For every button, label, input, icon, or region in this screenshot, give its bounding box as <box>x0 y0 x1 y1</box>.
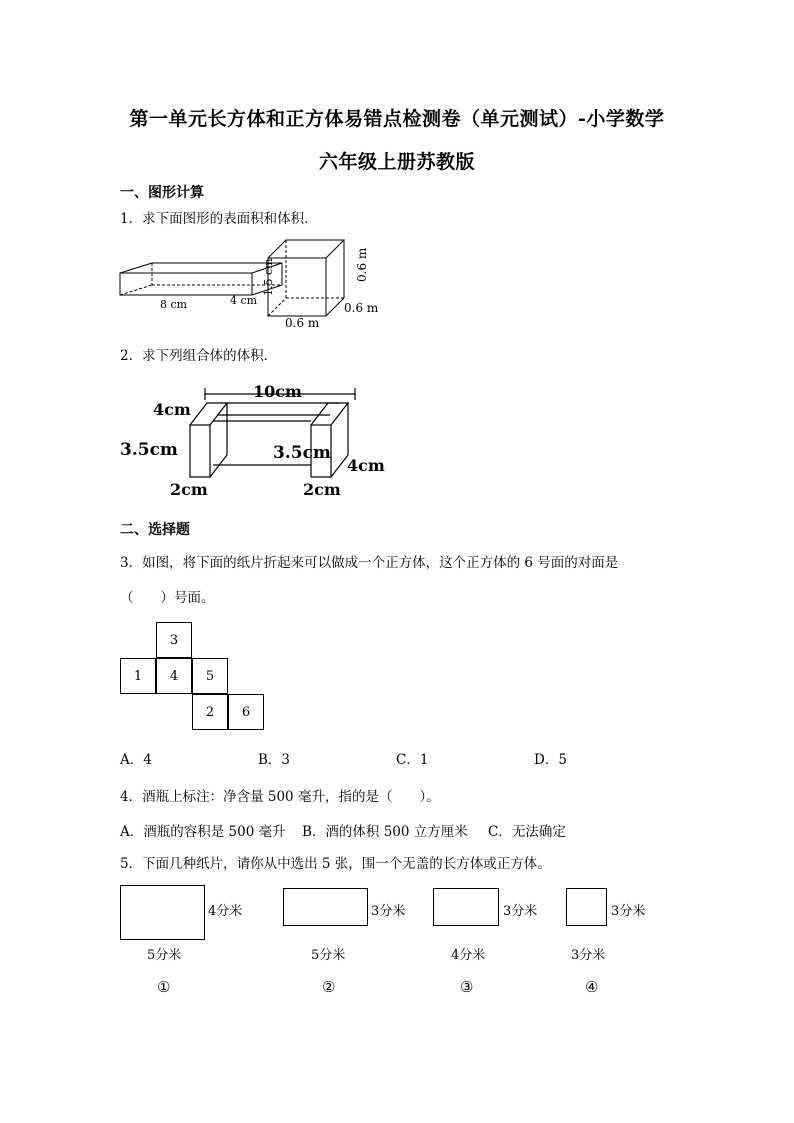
card-2-side-label: 3分米 <box>371 904 406 919</box>
net-face-6: 6 <box>228 694 264 730</box>
question-3: 3．如图，将下面的纸片折起来可以做成一个正方体，这个正方体的 6 号面的对面是 <box>120 555 619 571</box>
section-heading-2: 二、选择题 <box>120 522 190 538</box>
q3-option-c[interactable]: C．1 <box>396 752 429 768</box>
card-3-number: ③ <box>460 978 474 996</box>
card-3-side-label: 3分米 <box>503 904 538 919</box>
card-1-bottom-label: 5分米 <box>147 948 182 963</box>
section-heading-1: 一、图形计算 <box>120 185 204 201</box>
q2-left-width-label: 2cm <box>170 480 208 499</box>
cuboid-length-label: 8 cm <box>160 298 188 311</box>
paper-card-4[interactable] <box>566 888 607 926</box>
q3-option-d[interactable]: D．5 <box>534 752 567 768</box>
net-face-2: 2 <box>192 694 228 730</box>
net-face-4: 4 <box>156 658 192 694</box>
q3-option-b[interactable]: B．3 <box>258 752 291 768</box>
page-title-line1: 第一单元长方体和正方体易错点检测卷（单元测试）-小学数学 <box>129 108 665 130</box>
net-face-5: 5 <box>192 658 228 694</box>
card-1-side-label: 4分米 <box>208 904 243 919</box>
cuboid-width-label: 4 cm <box>230 294 258 307</box>
paper-card-2[interactable] <box>283 888 368 926</box>
question-3-continued: （ ）号面。 <box>120 590 215 606</box>
card-3-bottom-label: 4分米 <box>451 948 486 963</box>
composite-solid <box>190 388 355 477</box>
question-5: 5．下面几种纸片，请你从中选出 5 张，围一个无盖的长方体或正方体。 <box>120 856 551 872</box>
q4-option-c[interactable]: C．无法确定 <box>488 824 566 840</box>
net-face-1: 1 <box>120 658 156 694</box>
card-4-side-label: 3分米 <box>611 904 646 919</box>
q2-top-length-label: 10cm <box>253 382 302 401</box>
question-4: 4．酒瓶上标注：净含量 500 毫升，指的是（ ）。 <box>120 789 440 805</box>
cuboid-height-label: 1.5 cm <box>262 258 275 296</box>
card-4-number: ④ <box>585 978 599 996</box>
card-2-number: ② <box>322 978 336 996</box>
cube-height-label: 0.6 m <box>355 247 369 282</box>
question-1: 1．求下面图形的表面积和体积． <box>120 211 318 227</box>
page-title-line2: 六年级上册苏教版 <box>318 151 475 173</box>
card-4-bottom-label: 3分米 <box>571 948 606 963</box>
cube-depth-label: 0.6 m <box>344 301 379 315</box>
q2-left-height-label: 3.5cm <box>120 440 178 460</box>
q3-option-a[interactable]: A．4 <box>120 752 152 768</box>
q2-right-depth-label: 4cm <box>347 456 385 475</box>
card-1-number: ① <box>157 978 171 996</box>
card-2-bottom-label: 5分米 <box>311 948 346 963</box>
question-2: 2．求下列组合体的体积． <box>120 348 278 364</box>
cuboid-shape <box>120 263 282 295</box>
paper-card-1[interactable] <box>120 885 205 940</box>
q4-option-b[interactable]: B．酒的体积 500 立方厘米 <box>302 824 468 840</box>
q2-left-depth-label: 4cm <box>153 400 191 419</box>
q1-figure <box>110 230 410 335</box>
cube-shape <box>268 240 344 316</box>
cube-width-label: 0.6 m <box>285 316 320 330</box>
q2-right-width-label: 2cm <box>303 480 341 499</box>
q2-figure <box>115 375 390 503</box>
q4-option-a[interactable]: A．酒瓶的容积是 500 毫升 <box>120 824 286 840</box>
q2-middle-height-label: 3.5cm <box>273 443 331 463</box>
net-face-3: 3 <box>156 622 192 658</box>
paper-card-3[interactable] <box>433 888 499 926</box>
